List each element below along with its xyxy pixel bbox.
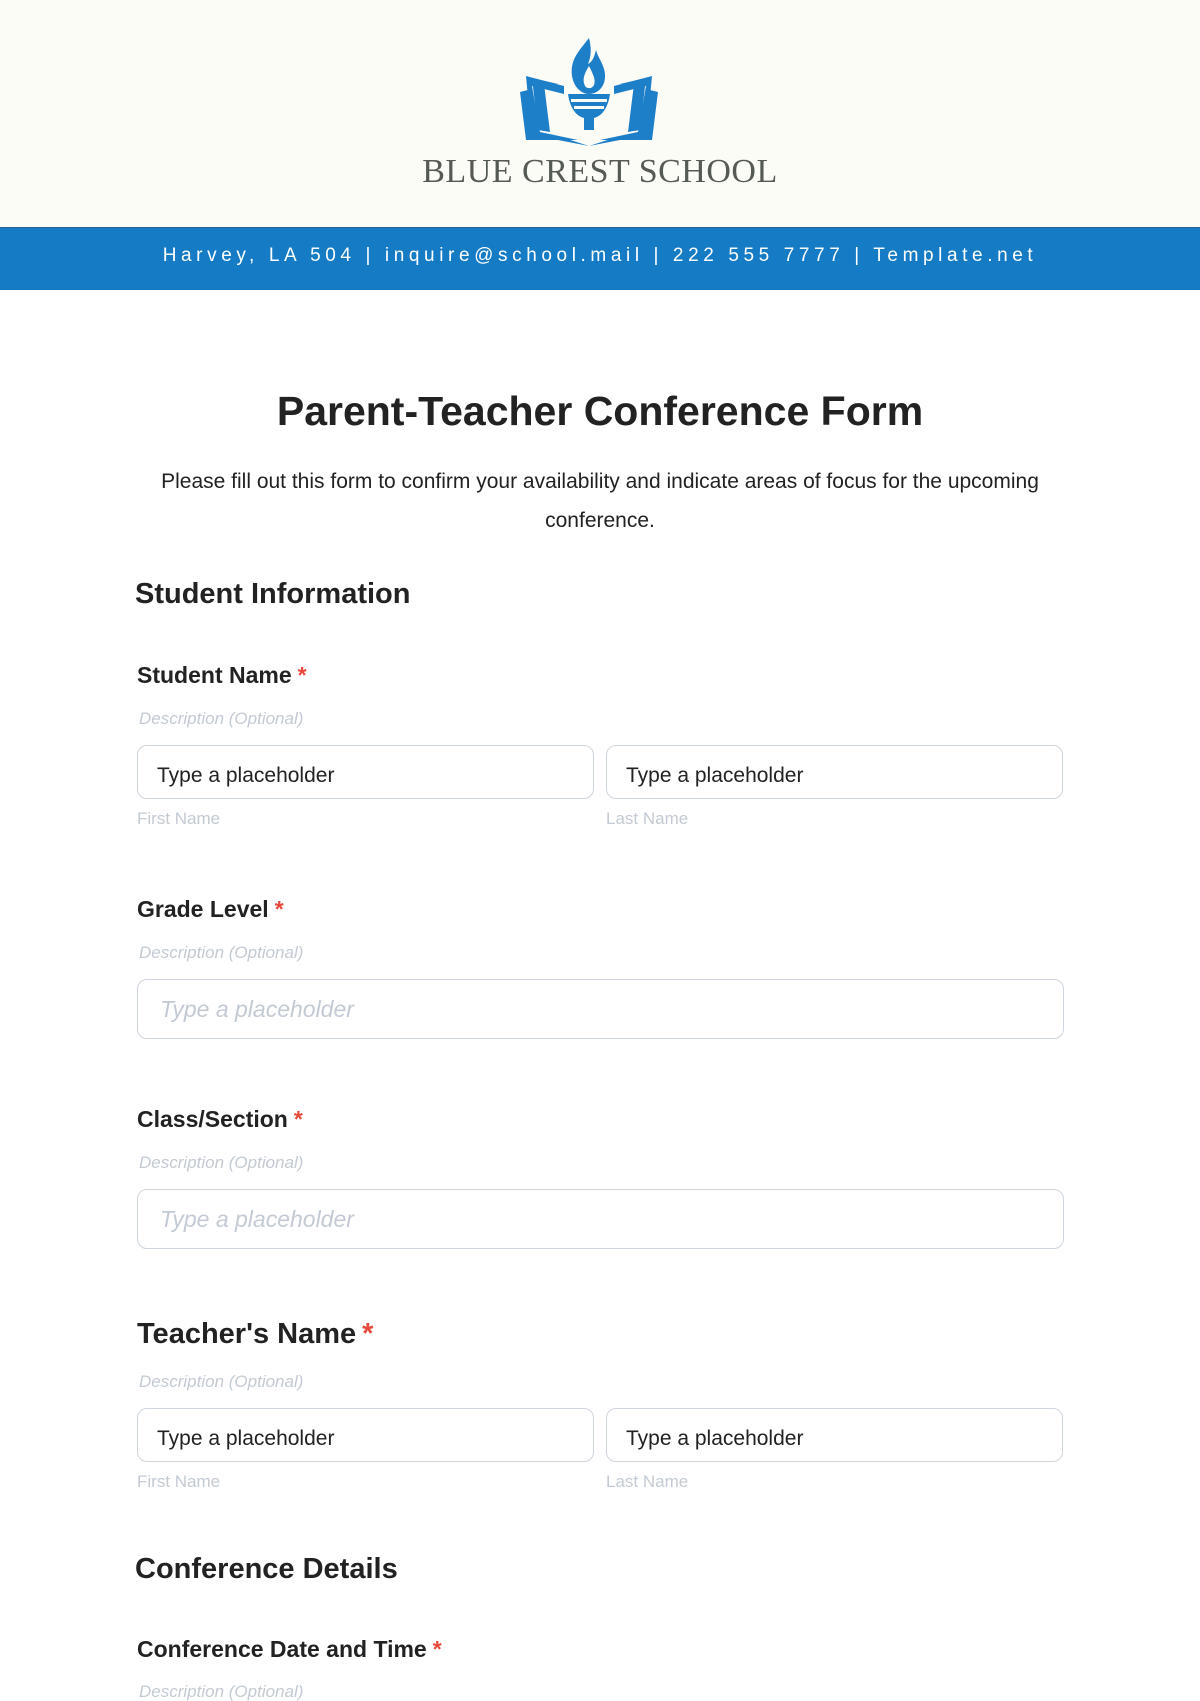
- required-mark: *: [293, 1106, 303, 1132]
- conference-datetime-description: Description (Optional): [139, 1682, 304, 1701]
- teacher-first-name-input[interactable]: [137, 1408, 594, 1462]
- student-first-name-value: Type a placeholder: [157, 764, 335, 787]
- grade-level-placeholder: Type a placeholder: [160, 996, 354, 1022]
- grade-level-label: [137, 896, 284, 923]
- school-name: BLUE CREST SCHOOL: [422, 153, 778, 190]
- conference-datetime-label-text: Conference Date and Time: [137, 1636, 427, 1662]
- teacher-last-name-input[interactable]: [606, 1408, 1063, 1462]
- class-section-label-text: Class/Section: [137, 1106, 288, 1132]
- teacher-first-name-value: Type a placeholder: [157, 1427, 335, 1450]
- student-name-label-text: Student Name: [137, 662, 292, 688]
- required-mark: *: [362, 1318, 374, 1350]
- conference-datetime-label: [137, 1636, 442, 1663]
- student-first-name-input[interactable]: [137, 745, 594, 799]
- class-section-label: [137, 1106, 303, 1133]
- school-logo-torch-book-icon: [518, 36, 660, 146]
- class-section-description: Description (Optional): [139, 1153, 304, 1172]
- contact-bar: [0, 227, 1200, 290]
- student-last-name-input[interactable]: [606, 745, 1063, 799]
- class-section-input[interactable]: [137, 1189, 1064, 1249]
- form-description: Please fill out this form to confirm your availability and indicate areas of focus for the upcoming conference.: [161, 470, 1039, 532]
- teacher-last-name-sublabel: Last Name: [606, 1472, 689, 1491]
- required-mark: *: [297, 662, 307, 688]
- required-mark: *: [432, 1636, 442, 1662]
- contact-info: Harvey, LA 504 | inquire@school.mail | 222 555 7777 | Template.net: [162, 245, 1038, 266]
- grade-level-input[interactable]: [137, 979, 1064, 1039]
- teacher-name-description: Description (Optional): [139, 1372, 304, 1391]
- grade-level-description: Description (Optional): [139, 943, 304, 962]
- student-last-name-sublabel: Last Name: [606, 809, 689, 828]
- student-name-description: Description (Optional): [139, 709, 304, 728]
- form-title: Parent-Teacher Conference Form: [276, 388, 924, 434]
- section-title-student-information: Student Information: [135, 578, 411, 610]
- teacher-name-label: [137, 1318, 373, 1351]
- student-first-name-sublabel: First Name: [137, 809, 221, 828]
- teacher-last-name-value: Type a placeholder: [626, 1427, 804, 1450]
- grade-level-label-text: Grade Level: [137, 896, 269, 922]
- teacher-name-label-text: Teacher's Name: [137, 1318, 357, 1350]
- section-title-conference-details: Conference Details: [135, 1553, 398, 1585]
- required-mark: *: [274, 896, 284, 922]
- page-header: [0, 0, 1200, 227]
- student-last-name-value: Type a placeholder: [626, 764, 804, 787]
- student-name-label: [137, 662, 307, 689]
- class-section-placeholder: Type a placeholder: [160, 1206, 354, 1232]
- teacher-first-name-sublabel: First Name: [137, 1472, 221, 1491]
